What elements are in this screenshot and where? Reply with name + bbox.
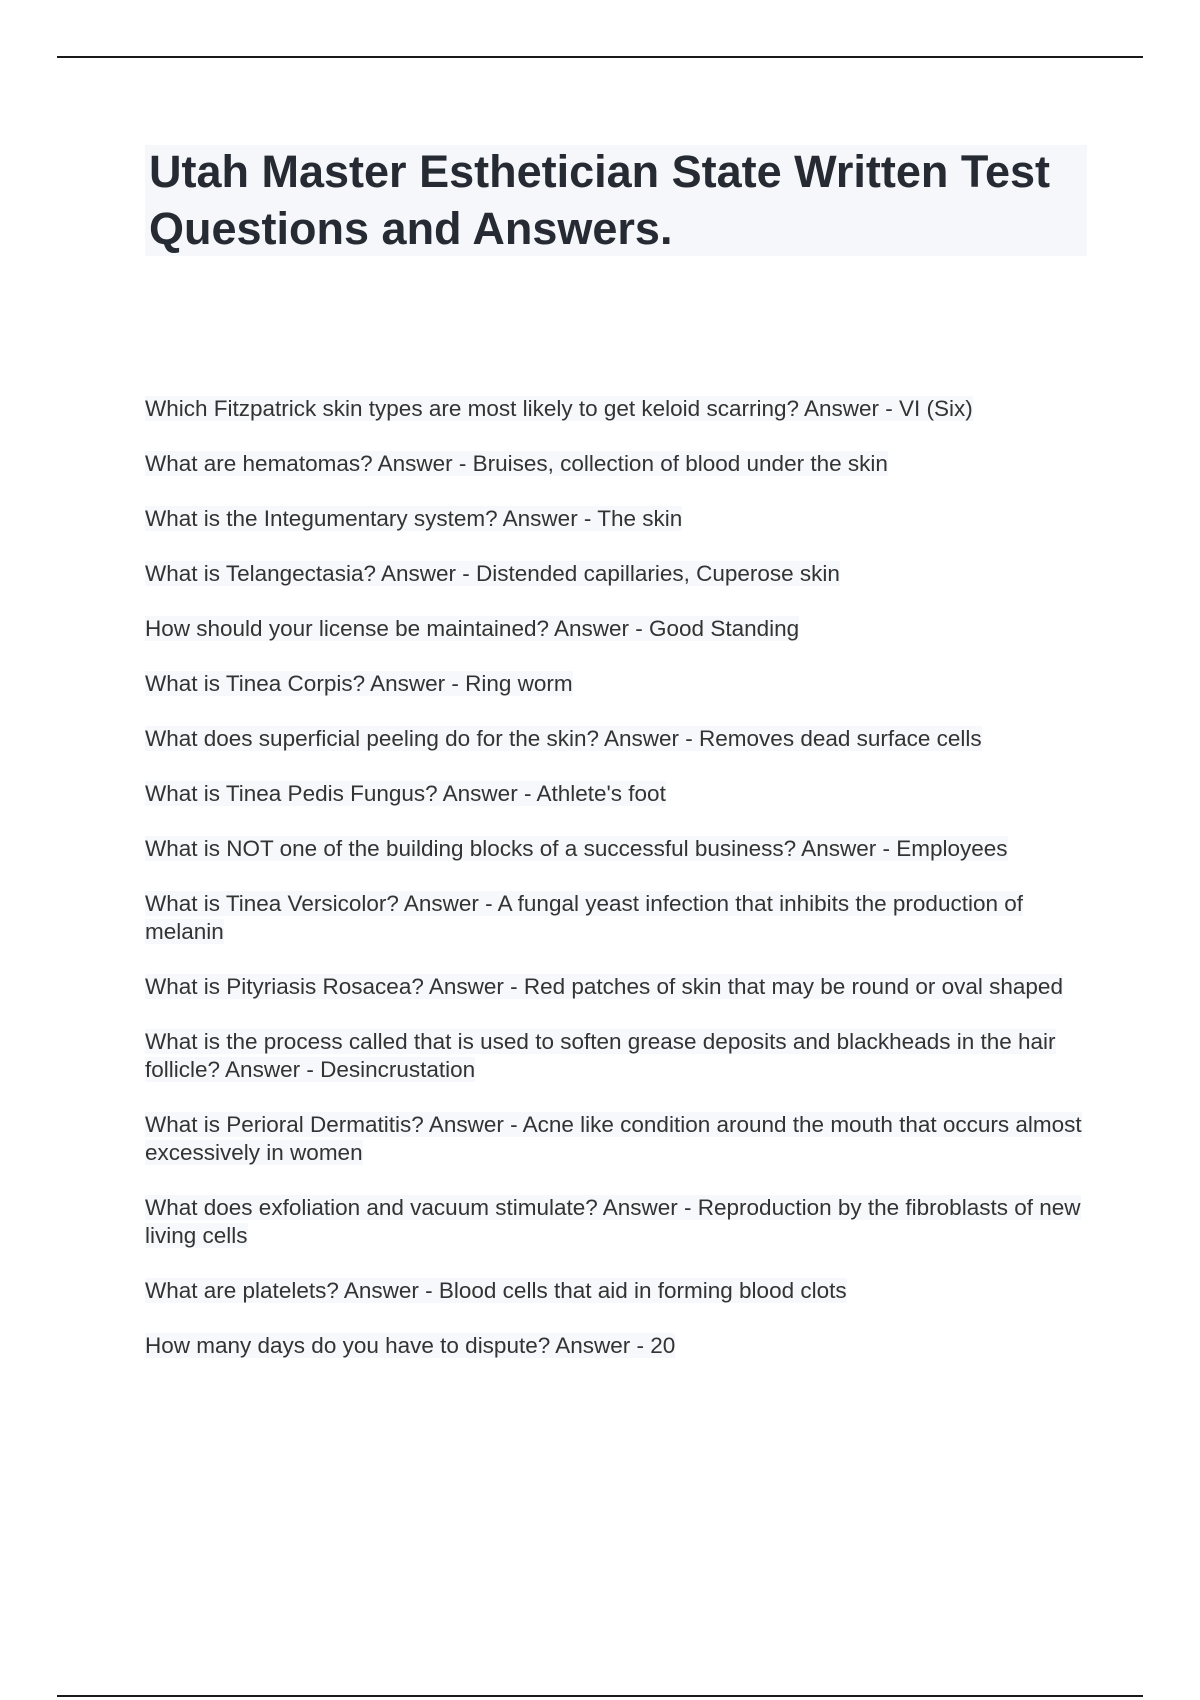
- qa-text: How many days do you have to dispute? Answer - 20: [145, 1333, 676, 1358]
- qa-text: What are hematomas? Answer - Bruises, collection of blood under the skin: [145, 451, 888, 476]
- qa-text: What is Perioral Dermatitis? Answer - Acne like condition around the mouth that occurs almost excessively in women: [145, 1112, 1082, 1165]
- qa-item: [145, 670, 1087, 698]
- qa-item: [145, 1111, 1087, 1167]
- qa-item: [145, 973, 1087, 1001]
- qa-text: What does exfoliation and vacuum stimulate? Answer - Reproduction by the fibroblasts of new living cells: [145, 1195, 1081, 1248]
- qa-text: What are platelets? Answer - Blood cells that aid in forming blood clots: [145, 1278, 847, 1303]
- qa-item: [145, 560, 1087, 588]
- qa-item: [145, 505, 1087, 533]
- qa-text: What is Tinea Versicolor? Answer - A fungal yeast infection that inhibits the production of melanin: [145, 891, 1023, 944]
- footer-rule: [57, 1695, 1143, 1697]
- qa-item: [145, 835, 1087, 863]
- qa-text: Which Fitzpatrick skin types are most likely to get keloid scarring? Answer - VI (Six): [145, 396, 973, 421]
- qa-text: What is the Integumentary system? Answer - The skin: [145, 506, 683, 531]
- title-block: [145, 145, 1087, 256]
- qa-item: [145, 780, 1087, 808]
- qa-item: [145, 1194, 1087, 1250]
- qa-text: What is the process called that is used to soften grease deposits and blackheads in the hair follicle? Answer - Desincrustation: [145, 1029, 1056, 1082]
- document-title: Utah Master Esthetician State Written Test Questions and Answers.: [149, 146, 1051, 254]
- qa-text: What is Telangectasia? Answer - Distended capillaries, Cuperose skin: [145, 561, 840, 586]
- qa-text: What is Tinea Pedis Fungus? Answer - Athlete's foot: [145, 781, 666, 806]
- qa-text: What is Tinea Corpis? Answer - Ring worm: [145, 671, 573, 696]
- qa-item: [145, 1277, 1087, 1305]
- qa-item: [145, 450, 1087, 478]
- qa-item: [145, 615, 1087, 643]
- header-rule: [57, 56, 1143, 58]
- qa-text: What does superficial peeling do for the skin? Answer - Removes dead surface cells: [145, 726, 982, 751]
- qa-text: What is NOT one of the building blocks of a successful business? Answer - Employees: [145, 836, 1008, 861]
- qa-list: [145, 395, 1087, 1387]
- qa-item: [145, 1028, 1087, 1084]
- qa-item: [145, 725, 1087, 753]
- qa-item: [145, 395, 1087, 423]
- qa-text: How should your license be maintained? Answer - Good Standing: [145, 616, 800, 641]
- qa-text: What is Pityriasis Rosacea? Answer - Red patches of skin that may be round or oval shaped: [145, 974, 1063, 999]
- qa-item: [145, 890, 1087, 946]
- qa-item: [145, 1332, 1087, 1360]
